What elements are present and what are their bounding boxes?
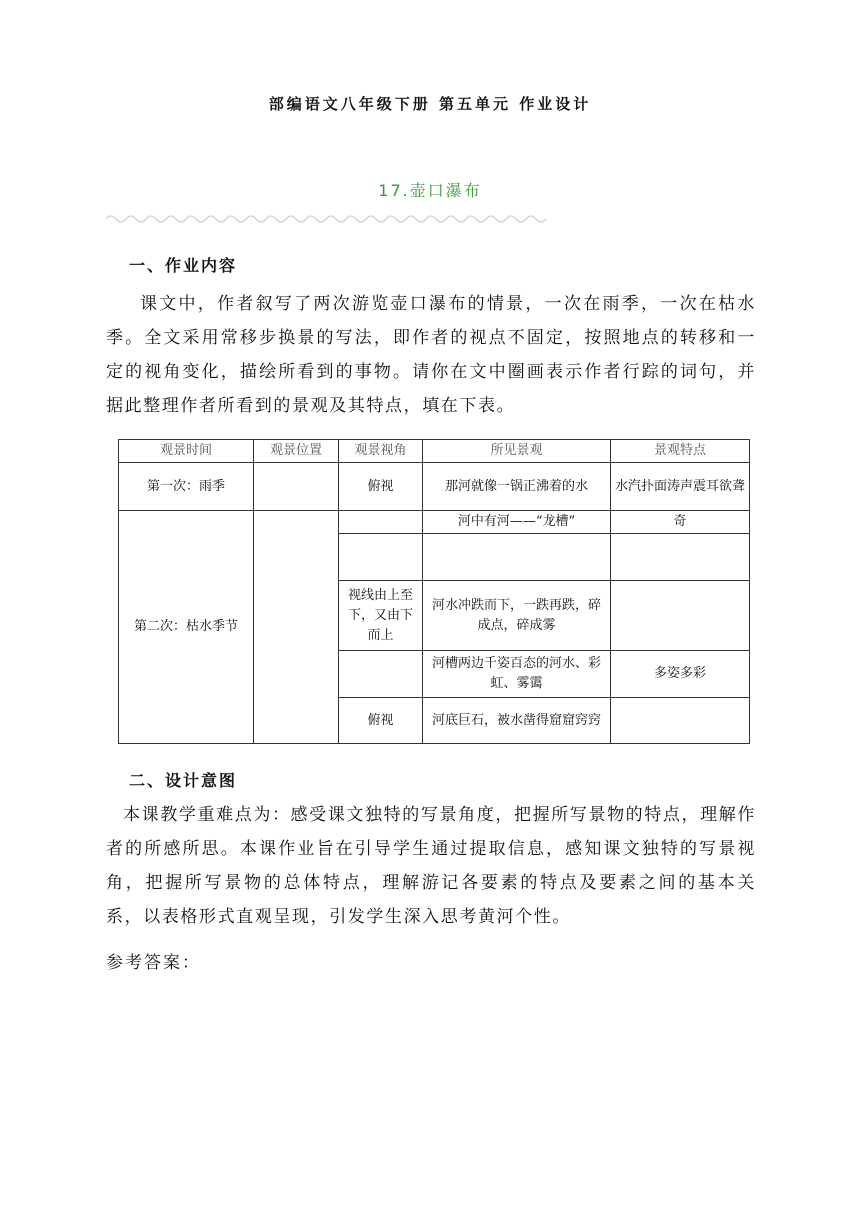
- section-heading-intent: 二、设计意图: [129, 771, 238, 790]
- reference-answers-label: 参考答案：: [106, 953, 201, 973]
- feature-cell: 水汽扑面涛声震耳欲聋: [611, 463, 750, 511]
- scene-cell: 河底巨石，被水凿得窟窟窍窍: [423, 698, 611, 744]
- position-cell: [254, 463, 339, 511]
- scenery-table: [118, 439, 750, 744]
- scene-cell: 河水冲跌而下，一跌再跌，碎成点，碎成雾: [423, 581, 611, 651]
- view-cell: 俯视: [339, 463, 423, 511]
- feature-cell: [611, 698, 750, 744]
- view-cell: [339, 511, 423, 534]
- time-cell: 第一次：雨季: [119, 463, 254, 511]
- header-cell: 观景时间: [119, 440, 254, 463]
- time-cell: 第二次：枯水季节: [119, 511, 254, 744]
- scene-cell: [423, 534, 611, 581]
- table-header-row: [119, 440, 750, 463]
- assignment-paragraph: 课文中，作者叙写了两次游览壶口瀑布的情景，一次在雨季，一次在枯水季。全文采用常移步换景的写法，即作者的视点不固定，按照地点的转移和一定的视角变化，描绘所看到的事物。请你在文中圈画表示作者行踪的词句，并据此整理作者所看到的景观及其特点，填在下表。: [106, 294, 756, 416]
- header-cell: 所见景观: [423, 440, 611, 463]
- scene-cell: 那河就像一锅正沸着的水: [423, 463, 611, 511]
- view-cell: 视线由上至下，又由下而上: [339, 581, 423, 651]
- intent-paragraph: 本课教学重难点为：感受课文独特的写景角度，把握所写景物的特点，理解作者的所感所思。本课作业旨在引导学生通过提取信息，感知课文独特的写景视角，把握所写景物的总体特点，理解游记各要素的特点及要素之间的基本关系，以表格形式直观呈现，引发学生深入思考黄河个性。: [106, 805, 756, 927]
- lesson-title: 17.壶口瀑布: [378, 181, 482, 200]
- page-title: 部编语文八年级下册 第五单元 作业设计: [268, 95, 592, 113]
- header-cell: 景观特点: [611, 440, 750, 463]
- decorative-divider: [106, 212, 552, 226]
- section-heading-content: 一、作业内容: [129, 256, 238, 275]
- feature-cell: 多姿多彩: [611, 651, 750, 698]
- header-cell: 观景位置: [254, 440, 339, 463]
- feature-cell: [611, 581, 750, 651]
- table-row: [119, 463, 750, 511]
- feature-cell: 奇: [611, 511, 750, 534]
- feature-cell: [611, 534, 750, 581]
- header-cell: 观景视角: [339, 440, 423, 463]
- view-cell: [339, 534, 423, 581]
- scene-cell: 河槽两边千姿百态的河水、彩虹、雾霭: [423, 651, 611, 698]
- table-row: [119, 511, 750, 534]
- view-cell: [339, 651, 423, 698]
- scene-cell: 河中有河——“龙槽”: [423, 511, 611, 534]
- position-cell: [254, 511, 339, 744]
- view-cell: 俯视: [339, 698, 423, 744]
